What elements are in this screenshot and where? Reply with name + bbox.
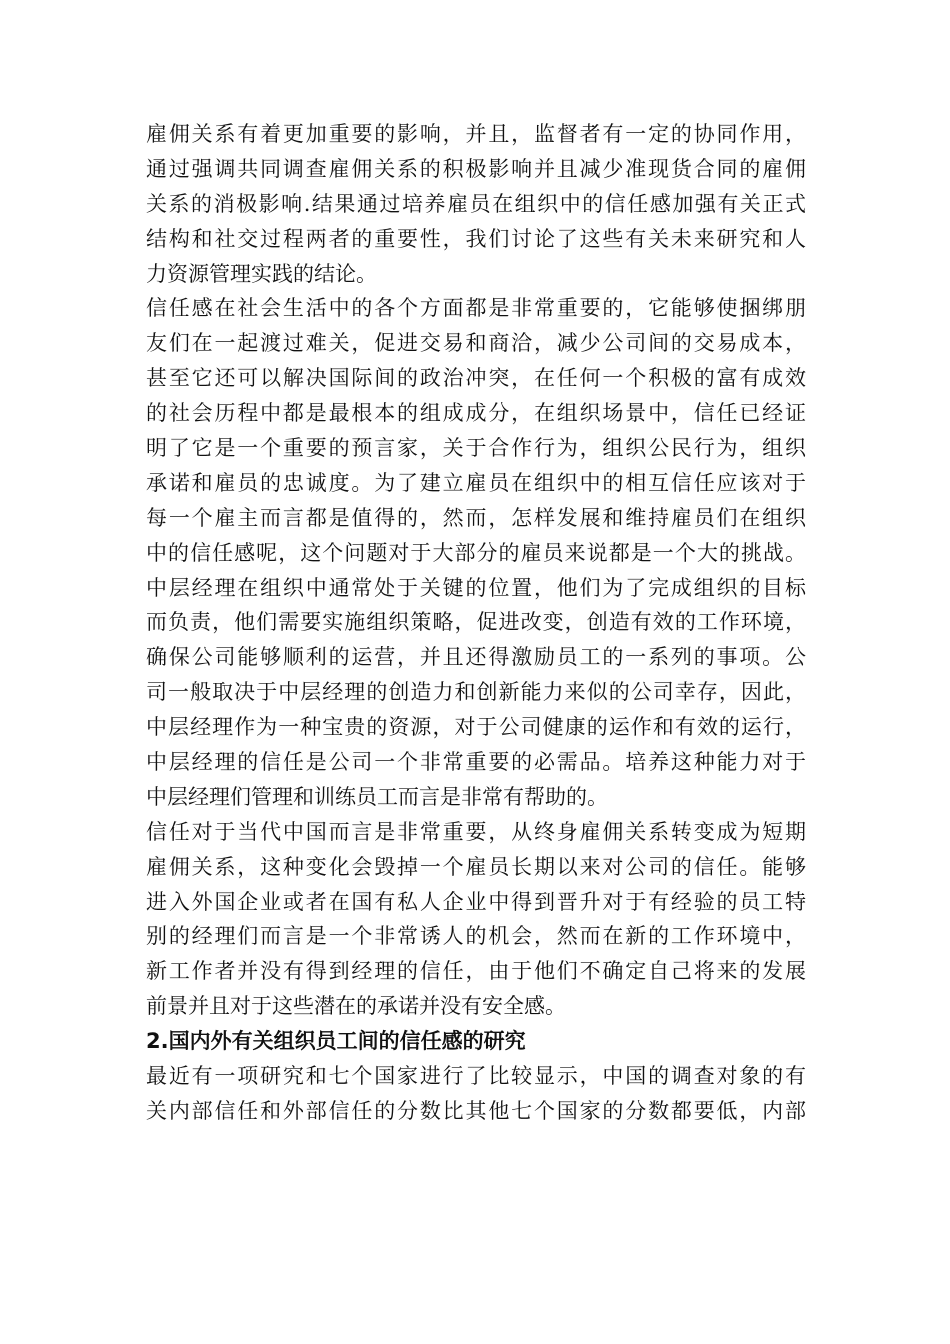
document-page xyxy=(146,117,806,1129)
text-line: 力资源管理实践的结论。 xyxy=(146,261,377,286)
text-line: 通过强调共同调查雇佣关系的积极影响并且减少准现货合同的雇佣 xyxy=(146,156,806,181)
text-line: 信任对于当代中国而言是非常重要，从终身雇佣关系转变成为短期 xyxy=(146,819,806,844)
text-line: 每一个雇主而言都是值得的，然而，怎样发展和维持雇员们在组织 xyxy=(146,505,806,530)
text-line: 关内部信任和外部信任的分数比其他七个国家的分数都要低，内部 xyxy=(146,1098,806,1123)
text-line: 别的经理们而言是一个非常诱人的机会，然而在新的工作环境中， xyxy=(146,924,806,949)
text-line: 而负责，他们需要实施组织策略，促进改变，创造有效的工作环境， xyxy=(146,610,806,635)
text-line: 的社会历程中都是最根本的组成成分，在组织场景中，信任已经证 xyxy=(146,401,806,426)
text-line: 进入外国企业或者在国有私人企业中得到晋升对于有经验的员工特 xyxy=(146,889,806,914)
text-line: 最近有一项研究和七个国家进行了比较显示，中国的调查对象的有 xyxy=(146,1064,806,1089)
text-line: 中层经理在组织中通常处于关键的位置，他们为了完成组织的目标 xyxy=(146,575,806,600)
text-line: 中的信任感呢，这个问题对于大部分的雇员来说都是一个大的挑战。 xyxy=(146,540,806,565)
text-line: 中层经理的信任是公司一个非常重要的必需品。培养这种能力对于 xyxy=(146,750,806,775)
document-body xyxy=(146,117,806,1129)
text-line: 司一般取决于中层经理的创造力和创新能力来似的公司幸存，因此， xyxy=(146,680,806,705)
section-heading: 2.国内外有关组织员工间的信任感的研究 xyxy=(146,1029,526,1054)
text-line: 甚至它还可以解决国际间的政治冲突，在任何一个积极的富有成效 xyxy=(146,366,806,391)
text-line: 中层经理们管理和训练员工而言是非常有帮助的。 xyxy=(146,784,608,809)
text-line: 雇佣关系有着更加重要的影响，并且，监督者有一定的协同作用， xyxy=(146,122,806,146)
text-line: 确保公司能够顺利的运营，并且还得激励员工的一系列的事项。公 xyxy=(146,645,806,670)
text-line: 新工作者并没有得到经理的信任，由于他们不确定自己将来的发展 xyxy=(146,959,806,984)
text-line: 前景并且对于这些潜在的承诺并没有安全感。 xyxy=(146,994,566,1019)
text-line: 雇佣关系，这种变化会毁掉一个雇员长期以来对公司的信任。能够 xyxy=(146,854,806,879)
text-line: 关系的消极影响.结果通过培养雇员在组织中的信任感加强有关正式 xyxy=(146,191,806,216)
text-line: 结构和社交过程两者的重要性，我们讨论了这些有关未来研究和人 xyxy=(146,226,806,251)
text-line: 明了它是一个重要的预言家，关于合作行为，组织公民行为，组织 xyxy=(146,436,806,461)
text-line: 中层经理作为一种宝贵的资源，对于公司健康的运作和有效的运行， xyxy=(146,715,806,740)
text-line: 承诺和雇员的忠诚度。为了建立雇员在组织中的相互信任应该对于 xyxy=(146,470,806,495)
text-line: 信任感在社会生活中的各个方面都是非常重要的，它能够使捆绑朋 xyxy=(146,296,806,321)
text-line: 友们在一起渡过难关，促进交易和商洽，减少公司间的交易成本， xyxy=(146,331,806,356)
